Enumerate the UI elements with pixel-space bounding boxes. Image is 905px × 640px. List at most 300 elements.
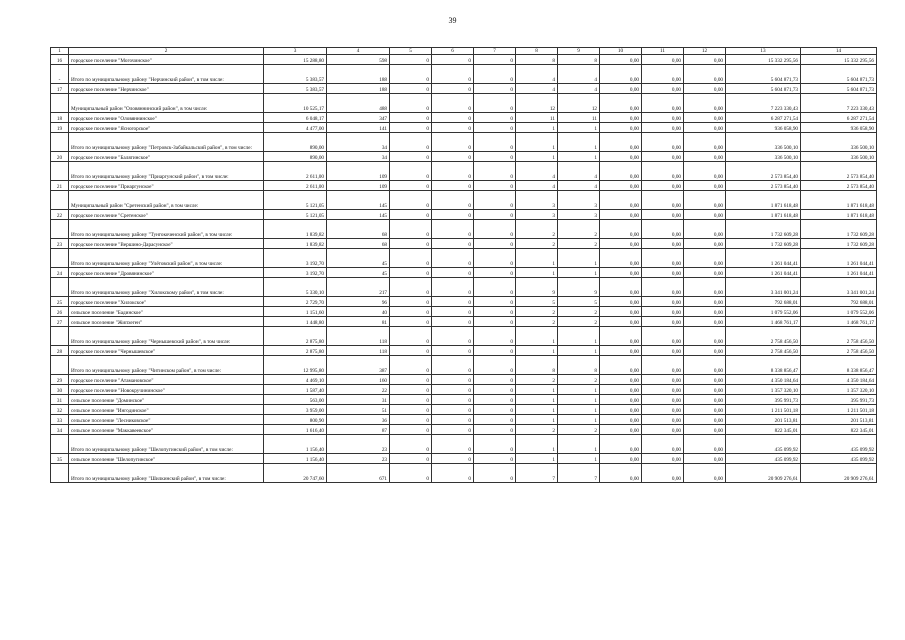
col8-cell: 7: [516, 464, 558, 483]
residents-cell: 598: [327, 55, 390, 65]
area-cell: 1 156,40: [264, 454, 327, 464]
col6-cell: 0: [432, 435, 474, 454]
col11-cell: 0,00: [642, 385, 684, 395]
col12-cell: 0,00: [684, 84, 726, 94]
table-row: [51, 307, 877, 317]
col14-cell: 822 345,01: [801, 425, 877, 435]
row-number-cell: -: [51, 65, 69, 84]
col10-cell: 0,00: [600, 415, 642, 425]
table-row: [51, 375, 877, 385]
row-number-cell: 27: [51, 317, 69, 327]
col5-cell: 0: [390, 268, 432, 278]
table-row: [51, 405, 877, 415]
col8-cell: 1: [516, 133, 558, 152]
row-number-cell: 28: [51, 346, 69, 356]
col6-cell: 0: [432, 317, 474, 327]
col6-cell: 0: [432, 152, 474, 162]
col7-cell: 0: [474, 425, 516, 435]
residents-cell: 387: [327, 356, 390, 375]
col12-cell: 0,00: [684, 94, 726, 113]
col14-cell: 435 099,92: [801, 454, 877, 464]
col9-cell: 1: [558, 385, 600, 395]
col13-cell: 4 350 184,64: [726, 375, 801, 385]
name-cell: сельское поселение "Лесниковское": [69, 415, 264, 425]
residents-cell: 36: [327, 415, 390, 425]
col9-cell: 2: [558, 307, 600, 317]
table-row: [51, 395, 877, 405]
row-number-cell: 31: [51, 395, 69, 405]
col6-cell: 0: [432, 346, 474, 356]
col8-cell: 8: [516, 55, 558, 65]
col9-cell: 12: [558, 94, 600, 113]
col12-cell: 0,00: [684, 210, 726, 220]
col10-cell: 0,00: [600, 210, 642, 220]
col14-cell: 201 513,81: [801, 415, 877, 425]
col12-cell: 0,00: [684, 123, 726, 133]
col13-cell: 5 604 871,73: [726, 84, 801, 94]
area-cell: 1 587,40: [264, 385, 327, 395]
col8-cell: 1: [516, 327, 558, 346]
col6-cell: 0: [432, 94, 474, 113]
table-row: [51, 385, 877, 395]
area-cell: 2 611,00: [264, 162, 327, 181]
col5-cell: 0: [390, 181, 432, 191]
col7-cell: 0: [474, 249, 516, 268]
col11-cell: 0,00: [642, 249, 684, 268]
col13-cell: 822 345,01: [726, 425, 801, 435]
col7-cell: 0: [474, 220, 516, 239]
col9-cell: 3: [558, 210, 600, 220]
col9-cell: 4: [558, 65, 600, 84]
col5-cell: 0: [390, 297, 432, 307]
residents-cell: 23: [327, 435, 390, 454]
col5-cell: 0: [390, 415, 432, 425]
col9-cell: 1: [558, 346, 600, 356]
col9-cell: 5: [558, 297, 600, 307]
col10-cell: 0,00: [600, 220, 642, 239]
col9-cell: 8: [558, 356, 600, 375]
col8-cell: 1: [516, 395, 558, 405]
col11-cell: 0,00: [642, 317, 684, 327]
col5-cell: 0: [390, 454, 432, 464]
column-header: 3: [264, 48, 327, 55]
col5-cell: 0: [390, 356, 432, 375]
residents-cell: 347: [327, 113, 390, 123]
col11-cell: 0,00: [642, 152, 684, 162]
col6-cell: 0: [432, 307, 474, 317]
col13-cell: 2 573 854,40: [726, 181, 801, 191]
residents-cell: 31: [327, 395, 390, 405]
col6-cell: 0: [432, 327, 474, 346]
col6-cell: 0: [432, 278, 474, 297]
col13-cell: 936 058,90: [726, 123, 801, 133]
residents-cell: 96: [327, 297, 390, 307]
col12-cell: 0,00: [684, 375, 726, 385]
row-number-cell: 17: [51, 84, 69, 94]
col11-cell: 0,00: [642, 191, 684, 210]
col6-cell: 0: [432, 162, 474, 181]
col5-cell: 0: [390, 346, 432, 356]
col11-cell: 0,00: [642, 162, 684, 181]
col9-cell: 1: [558, 268, 600, 278]
name-cell: Итого по муниципальному району "Шилкинский район", в том числе:: [69, 464, 264, 483]
col7-cell: 0: [474, 152, 516, 162]
residents-cell: 488: [327, 94, 390, 113]
col9-cell: 1: [558, 152, 600, 162]
col12-cell: 0,00: [684, 278, 726, 297]
col10-cell: 0,00: [600, 239, 642, 249]
name-cell: городское поселение "Могочинское": [69, 55, 264, 65]
col14-cell: 3 341 001,24: [801, 278, 877, 297]
col14-cell: 5 604 871,73: [801, 84, 877, 94]
column-header: 9: [558, 48, 600, 55]
col5-cell: 0: [390, 395, 432, 405]
col6-cell: 0: [432, 464, 474, 483]
col13-cell: 336 500,10: [726, 133, 801, 152]
col9-cell: 2: [558, 220, 600, 239]
col13-cell: 15 332 295,56: [726, 55, 801, 65]
col12-cell: 0,00: [684, 395, 726, 405]
col8-cell: 1: [516, 435, 558, 454]
col8-cell: 1: [516, 346, 558, 356]
col8-cell: 3: [516, 210, 558, 220]
col14-cell: 1 732 609,28: [801, 239, 877, 249]
column-header: 7: [474, 48, 516, 55]
row-number-cell: [51, 191, 69, 210]
col6-cell: 0: [432, 356, 474, 375]
col5-cell: 0: [390, 278, 432, 297]
col11-cell: 0,00: [642, 435, 684, 454]
name-cell: городское поселение "Приаргунское": [69, 181, 264, 191]
col6-cell: 0: [432, 405, 474, 415]
col8-cell: 5: [516, 297, 558, 307]
col10-cell: 0,00: [600, 385, 642, 395]
col8-cell: 1: [516, 385, 558, 395]
col12-cell: 0,00: [684, 191, 726, 210]
col12-cell: 0,00: [684, 405, 726, 415]
col13-cell: 395 991,73: [726, 395, 801, 405]
col6-cell: 0: [432, 239, 474, 249]
col7-cell: 0: [474, 297, 516, 307]
col14-cell: 1 871 618,48: [801, 210, 877, 220]
area-cell: 5 383,57: [264, 65, 327, 84]
table-row: [51, 210, 877, 220]
name-cell: сельское поселение "Жипхеген": [69, 317, 264, 327]
table-row: [51, 84, 877, 94]
col10-cell: 0,00: [600, 317, 642, 327]
row-number-cell: 34: [51, 425, 69, 435]
col6-cell: 0: [432, 297, 474, 307]
col5-cell: 0: [390, 191, 432, 210]
col11-cell: 0,00: [642, 210, 684, 220]
col7-cell: 0: [474, 317, 516, 327]
col11-cell: 0,00: [642, 133, 684, 152]
col5-cell: 0: [390, 239, 432, 249]
area-cell: 1 839,82: [264, 220, 327, 239]
col13-cell: 435 099,92: [726, 454, 801, 464]
residents-cell: 671: [327, 464, 390, 483]
col7-cell: 0: [474, 375, 516, 385]
col6-cell: 0: [432, 210, 474, 220]
residents-cell: 22: [327, 385, 390, 395]
col8-cell: 2: [516, 239, 558, 249]
residents-cell: 40: [327, 307, 390, 317]
col13-cell: 1 732 609,28: [726, 220, 801, 239]
col10-cell: 0,00: [600, 327, 642, 346]
col8-cell: 12: [516, 94, 558, 113]
col7-cell: 0: [474, 327, 516, 346]
row-number-cell: 35: [51, 454, 69, 464]
column-header: 13: [726, 48, 801, 55]
col14-cell: 15 332 295,56: [801, 55, 877, 65]
col10-cell: 0,00: [600, 297, 642, 307]
area-cell: 2 611,00: [264, 181, 327, 191]
col14-cell: 20 909 276,61: [801, 464, 877, 483]
col12-cell: 0,00: [684, 249, 726, 268]
col9-cell: 1: [558, 435, 600, 454]
col13-cell: 1 468 761,17: [726, 317, 801, 327]
col9-cell: 3: [558, 191, 600, 210]
residents-cell: 118: [327, 346, 390, 356]
col12-cell: 0,00: [684, 220, 726, 239]
col11-cell: 0,00: [642, 464, 684, 483]
col13-cell: 1 357 320,10: [726, 385, 801, 395]
col14-cell: 2 573 854,40: [801, 181, 877, 191]
residents-cell: 81: [327, 317, 390, 327]
col11-cell: 0,00: [642, 454, 684, 464]
table-row: [51, 454, 877, 464]
area-cell: 3 959,00: [264, 405, 327, 415]
col11-cell: 0,00: [642, 425, 684, 435]
col14-cell: 6 287 271,54: [801, 113, 877, 123]
col8-cell: 2: [516, 425, 558, 435]
col12-cell: 0,00: [684, 327, 726, 346]
col11-cell: 0,00: [642, 181, 684, 191]
col8-cell: 1: [516, 152, 558, 162]
col6-cell: 0: [432, 375, 474, 385]
col12-cell: 0,00: [684, 356, 726, 375]
row-number-cell: 24: [51, 268, 69, 278]
col7-cell: 0: [474, 307, 516, 317]
name-cell: сельское поселение "Доминское": [69, 395, 264, 405]
row-number-cell: 26: [51, 307, 69, 317]
col7-cell: 0: [474, 191, 516, 210]
table-row: [51, 65, 877, 84]
col14-cell: 336 500,10: [801, 152, 877, 162]
col7-cell: 0: [474, 385, 516, 395]
col10-cell: 0,00: [600, 249, 642, 268]
name-cell: городское поселение "Дровянинское": [69, 268, 264, 278]
col9-cell: 1: [558, 405, 600, 415]
col9-cell: 1: [558, 454, 600, 464]
table-row: [51, 435, 877, 454]
table-row: [51, 239, 877, 249]
col10-cell: 0,00: [600, 454, 642, 464]
col7-cell: 0: [474, 454, 516, 464]
table-row: [51, 152, 877, 162]
row-number-cell: [51, 220, 69, 239]
table-row: [51, 133, 877, 152]
col13-cell: 7 223 330,43: [726, 94, 801, 113]
col10-cell: 0,00: [600, 65, 642, 84]
residents-cell: 87: [327, 425, 390, 435]
col10-cell: 0,00: [600, 464, 642, 483]
row-number-cell: 33: [51, 415, 69, 425]
col9-cell: 7: [558, 464, 600, 483]
col8-cell: 2: [516, 375, 558, 385]
col7-cell: 0: [474, 239, 516, 249]
col9-cell: 4: [558, 181, 600, 191]
col10-cell: 0,00: [600, 425, 642, 435]
area-cell: 5 121,05: [264, 210, 327, 220]
name-cell: городское поселение "Сретенское": [69, 210, 264, 220]
col9-cell: 1: [558, 415, 600, 425]
table-row: [51, 327, 877, 346]
col8-cell: 1: [516, 454, 558, 464]
residents-cell: 118: [327, 327, 390, 346]
col6-cell: 0: [432, 191, 474, 210]
area-cell: 1 156,40: [264, 435, 327, 454]
col6-cell: 0: [432, 84, 474, 94]
table-row: [51, 297, 877, 307]
col7-cell: 0: [474, 268, 516, 278]
name-cell: городское поселение "Хилокское": [69, 297, 264, 307]
col5-cell: 0: [390, 84, 432, 94]
table-row: [51, 94, 877, 113]
name-cell: Итого по муниципальному району "Чернышевский район", в том числе:: [69, 327, 264, 346]
col5-cell: 0: [390, 464, 432, 483]
col5-cell: 0: [390, 162, 432, 181]
col10-cell: 0,00: [600, 181, 642, 191]
col8-cell: 9: [516, 278, 558, 297]
row-number-cell: [51, 464, 69, 483]
col14-cell: 2 573 854,40: [801, 162, 877, 181]
col8-cell: 4: [516, 162, 558, 181]
row-number-cell: 22: [51, 210, 69, 220]
col7-cell: 0: [474, 65, 516, 84]
col10-cell: 0,00: [600, 162, 642, 181]
col5-cell: 0: [390, 327, 432, 346]
col7-cell: 0: [474, 395, 516, 405]
col9-cell: 4: [558, 162, 600, 181]
residents-cell: 51: [327, 405, 390, 415]
name-cell: городское поселение "Атамановское": [69, 375, 264, 385]
col7-cell: 0: [474, 435, 516, 454]
col14-cell: 4 350 184,64: [801, 375, 877, 385]
row-number-cell: 25: [51, 297, 69, 307]
residents-cell: 217: [327, 278, 390, 297]
col12-cell: 0,00: [684, 133, 726, 152]
col9-cell: 9: [558, 278, 600, 297]
col7-cell: 0: [474, 55, 516, 65]
row-number-cell: [51, 327, 69, 346]
residents-cell: 109: [327, 181, 390, 191]
name-cell: городское поселение "Чернышевское": [69, 346, 264, 356]
col12-cell: 0,00: [684, 385, 726, 395]
col11-cell: 0,00: [642, 327, 684, 346]
row-number-cell: [51, 356, 69, 375]
col6-cell: 0: [432, 113, 474, 123]
col6-cell: 0: [432, 249, 474, 268]
col7-cell: 0: [474, 210, 516, 220]
col12-cell: 0,00: [684, 346, 726, 356]
column-header: 2: [69, 48, 264, 55]
area-cell: 2 875,80: [264, 346, 327, 356]
area-cell: 563,00: [264, 395, 327, 405]
col11-cell: 0,00: [642, 297, 684, 307]
col13-cell: 1 261 044,41: [726, 249, 801, 268]
col14-cell: 7 223 330,43: [801, 94, 877, 113]
col8-cell: 8: [516, 356, 558, 375]
name-cell: городское поселение "Вершино-Дарасунское": [69, 239, 264, 249]
area-cell: 15 288,80: [264, 55, 327, 65]
col8-cell: 4: [516, 181, 558, 191]
col13-cell: 336 500,10: [726, 152, 801, 162]
col11-cell: 0,00: [642, 268, 684, 278]
col6-cell: 0: [432, 425, 474, 435]
area-cell: 800,90: [264, 415, 327, 425]
col14-cell: 5 604 871,73: [801, 65, 877, 84]
table-row: [51, 191, 877, 210]
col11-cell: 0,00: [642, 94, 684, 113]
col5-cell: 0: [390, 249, 432, 268]
col5-cell: 0: [390, 152, 432, 162]
column-header: 8: [516, 48, 558, 55]
col13-cell: 8 338 856,47: [726, 356, 801, 375]
col10-cell: 0,00: [600, 435, 642, 454]
col8-cell: 2: [516, 220, 558, 239]
col5-cell: 0: [390, 123, 432, 133]
col13-cell: 2 758 456,50: [726, 346, 801, 356]
col7-cell: 0: [474, 464, 516, 483]
table-row: [51, 415, 877, 425]
col7-cell: 0: [474, 84, 516, 94]
col10-cell: 0,00: [600, 278, 642, 297]
col11-cell: 0,00: [642, 346, 684, 356]
col12-cell: 0,00: [684, 307, 726, 317]
area-cell: 2 729,70: [264, 297, 327, 307]
col12-cell: 0,00: [684, 239, 726, 249]
col9-cell: 1: [558, 249, 600, 268]
col9-cell: 2: [558, 425, 600, 435]
col9-cell: 2: [558, 317, 600, 327]
col11-cell: 0,00: [642, 395, 684, 405]
col11-cell: 0,00: [642, 307, 684, 317]
row-number-cell: 16: [51, 55, 69, 65]
col6-cell: 0: [432, 65, 474, 84]
col10-cell: 0,00: [600, 133, 642, 152]
row-number-cell: 32: [51, 405, 69, 415]
residents-cell: 34: [327, 152, 390, 162]
row-number-cell: 23: [51, 239, 69, 249]
name-cell: Итого по муниципальному району "Нерчинский район", в том числе:: [69, 65, 264, 84]
table-row: [51, 123, 877, 133]
col12-cell: 0,00: [684, 65, 726, 84]
data-table: [50, 47, 877, 483]
residents-cell: 145: [327, 191, 390, 210]
col11-cell: 0,00: [642, 55, 684, 65]
col11-cell: 0,00: [642, 278, 684, 297]
page-number: 39: [448, 16, 457, 25]
col6-cell: 0: [432, 123, 474, 133]
col5-cell: 0: [390, 435, 432, 454]
area-cell: 12 995,80: [264, 356, 327, 375]
col5-cell: 0: [390, 55, 432, 65]
table-row: [51, 220, 877, 239]
area-cell: 5 383,57: [264, 84, 327, 94]
table-row: [51, 356, 877, 375]
row-number-cell: [51, 435, 69, 454]
